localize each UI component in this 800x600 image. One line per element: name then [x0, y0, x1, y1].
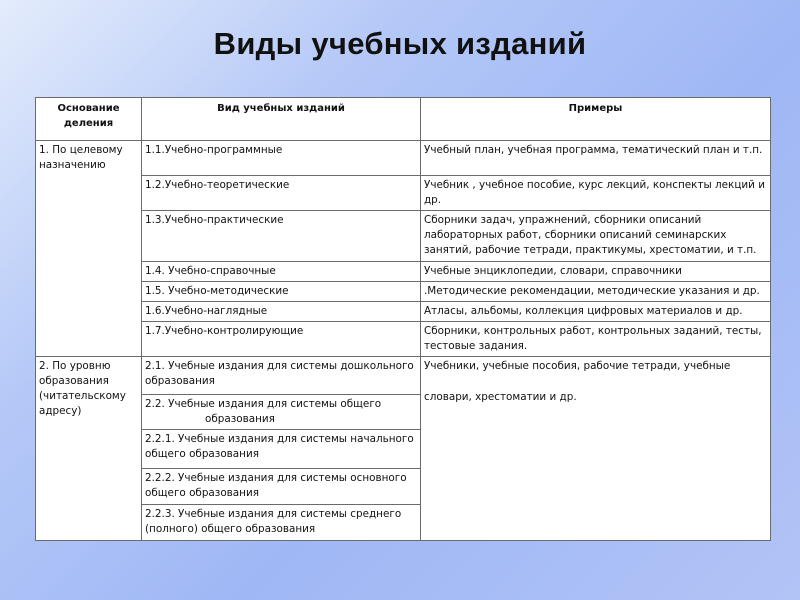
table-row	[36, 322, 771, 357]
table-row	[36, 282, 771, 302]
example-cell: Сборники, контрольных работ, контрольных заданий, тесты, тестовые задания.	[421, 322, 771, 357]
type-cell: 1.1.Учебно-программные	[142, 141, 421, 176]
table-row	[36, 141, 771, 176]
example-cell: Атласы, альбомы, коллекция цифровых материалов и др.	[421, 302, 771, 322]
table-row	[36, 211, 771, 262]
example-cell: Учебник , учебное пособие, курс лекций, конспекты лекций и др.	[421, 176, 771, 211]
type-cell: 2.2.2. Учебные издания для системы основного общего образования	[142, 469, 421, 505]
example-cell: Учебный план, учебная программа, тематический план и т.п.	[421, 141, 771, 176]
example-cell: .Методические рекомендации, методические указания и др.	[421, 282, 771, 302]
type-line: образования	[205, 413, 275, 425]
example-cell: Учебные энциклопедии, словари, справочники	[421, 262, 771, 282]
table-row	[36, 262, 771, 282]
type-cell: 1.6.Учебно-наглядные	[142, 302, 421, 322]
header-examples: Примеры	[421, 98, 771, 141]
example-cell-level	[421, 357, 771, 541]
type-cell: 1.3.Учебно-практические	[142, 211, 421, 262]
type-cell: 1.2.Учебно-теоретические	[142, 176, 421, 211]
table-row	[36, 176, 771, 211]
header-type: Вид учебных изданий	[142, 98, 421, 141]
header-basis: Основание деления	[36, 98, 142, 141]
type-cell: 1.7.Учебно-контролирующие	[142, 322, 421, 357]
example-line: словари, хрестоматии и др.	[424, 391, 577, 403]
type-cell: 1.5. Учебно-методические	[142, 282, 421, 302]
editions-table	[35, 97, 771, 541]
table-row	[36, 357, 771, 395]
type-cell: 1.4. Учебно-справочные	[142, 262, 421, 282]
table-header-row	[36, 98, 771, 141]
example-line: Учебники, учебные пособия, рабочие тетради, учебные	[424, 360, 731, 372]
type-cell: 2.2.1. Учебные издания для системы начального общего образования	[142, 430, 421, 469]
type-line: 2.2. Учебные издания для системы общего	[145, 398, 382, 410]
example-cell: Сборники задач, упражнений, сборники описаний лабораторных работ, сборники описаний семинарских занятий, рабочие тетради, практикумы, хрестоматии, и т.п.	[421, 211, 771, 262]
type-cell	[142, 395, 421, 430]
basis-cell-level: 2. По уровню образования (читательскому адресу)	[36, 357, 142, 541]
basis-cell-purpose: 1. По целевому назначению	[36, 141, 142, 357]
type-cell: 2.1. Учебные издания для системы дошкольного образования	[142, 357, 421, 395]
type-cell: 2.2.3. Учебные издания для системы среднего (полного) общего образования	[142, 505, 421, 541]
page-title: Виды учебных изданий	[213, 26, 587, 61]
table-row	[36, 302, 771, 322]
